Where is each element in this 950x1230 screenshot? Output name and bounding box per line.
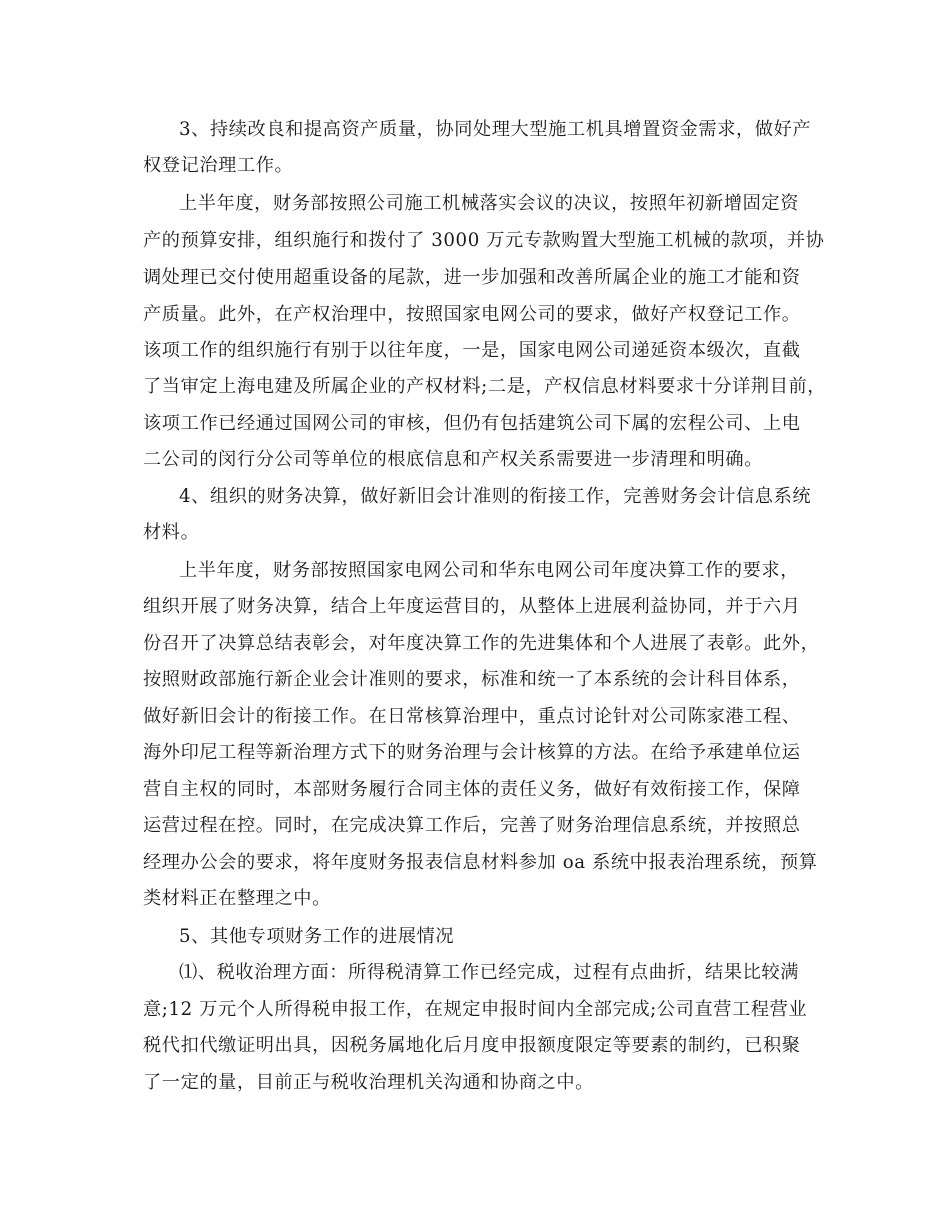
text-line: 5、其他专项财务工作的进展情况 — [179, 926, 455, 947]
text-line: 调处理已交付使用超重设备的尾款，进一步加强和改善所属企业的施工才能和资 — [143, 267, 801, 288]
text-line: 组织开展了财务决算，结合上年度运营目的，从整体上进展利益协同，并于六月 — [143, 596, 801, 617]
text-line: 权登记治理工作。 — [143, 155, 294, 176]
text-line: 上半年度，财务部按照公司施工机械落实会议的决议，按照年初新增固定资 — [179, 193, 799, 214]
text-line: 4、组织的财务决算，做好新旧会计准则的衔接工作，完善财务会计信息系统 — [179, 486, 812, 507]
text-line: 产质量。此外，在产权治理中，按照国家电网公司的要求，做好产权登记工作。 — [143, 304, 801, 325]
text-line: 税代扣代缴证明出具，因税务属地化后月度申报额度限定等要素的制约，已积聚 — [143, 1035, 801, 1056]
text-line: 材料。 — [143, 522, 200, 543]
text-line: 营自主权的同时，本部财务履行合同主体的责任义务，做好有效衔接工作，保障 — [143, 779, 801, 800]
text-line: 上半年度，财务部按照国家电网公司和华东电网公司年度决算工作的要求， — [179, 560, 799, 581]
text-line: 按照财政部施行新企业会计准则的要求，标准和统一了本系统的会计科目体系， — [143, 669, 801, 690]
text-line: 运营过程在控。同时，在完成决算工作后，完善了财务治理信息系统，并按照总 — [143, 815, 801, 836]
text-line: 做好新旧会计的衔接工作。在日常核算治理中，重点讨论针对公司陈家港工程、 — [143, 706, 801, 727]
text-line: 份召开了决算总结表彰会，对年度决算工作的先进集体和个人进展了表彰。此外， — [143, 633, 820, 654]
text-line: 意;12 万元个人所得税申报工作，在规定申报时间内全部完成;公司直营工程营业 — [143, 999, 808, 1020]
text-line: 3、持续改良和提高资产质量，协同处理大型施工机具增置资金需求，做好产 — [179, 119, 812, 140]
text-line: 该项工作已经通过国网公司的审核，但仍有包括建筑公司下属的宏程公司、上电 — [143, 413, 801, 434]
text-line: 该项工作的组织施行有别于以往年度，一是，国家电网公司递延资本级次，直截 — [143, 340, 801, 361]
text-line: ⑴、税收治理方面：所得税清算工作已经完成，过程有点曲折，结果比较满 — [179, 962, 799, 983]
text-line: 经理办公会的要求，将年度财务报表信息材料参加 oa 系统中报表治理系统，预算 — [143, 852, 818, 873]
text-line: 海外印尼工程等新治理方式下的财务治理与会计核算的方法。在给予承建单位运 — [143, 742, 801, 763]
text-line: 了当审定上海电建及所属企业的产权材料;二是，产权信息材料要求十分详荆目前， — [143, 376, 827, 397]
text-line: 二公司的闵行分公司等单位的根底信息和产权关系需要进一步清理和明确。 — [143, 449, 763, 470]
text-line: 产的预算安排，组织施行和拨付了 3000 万元专款购置大型施工机械的款项，并协 — [143, 230, 825, 251]
text-line: 了一定的量，目前正与税收治理机关沟通和协商之中。 — [143, 1072, 594, 1093]
text-line: 类材料正在整理之中。 — [143, 888, 331, 909]
